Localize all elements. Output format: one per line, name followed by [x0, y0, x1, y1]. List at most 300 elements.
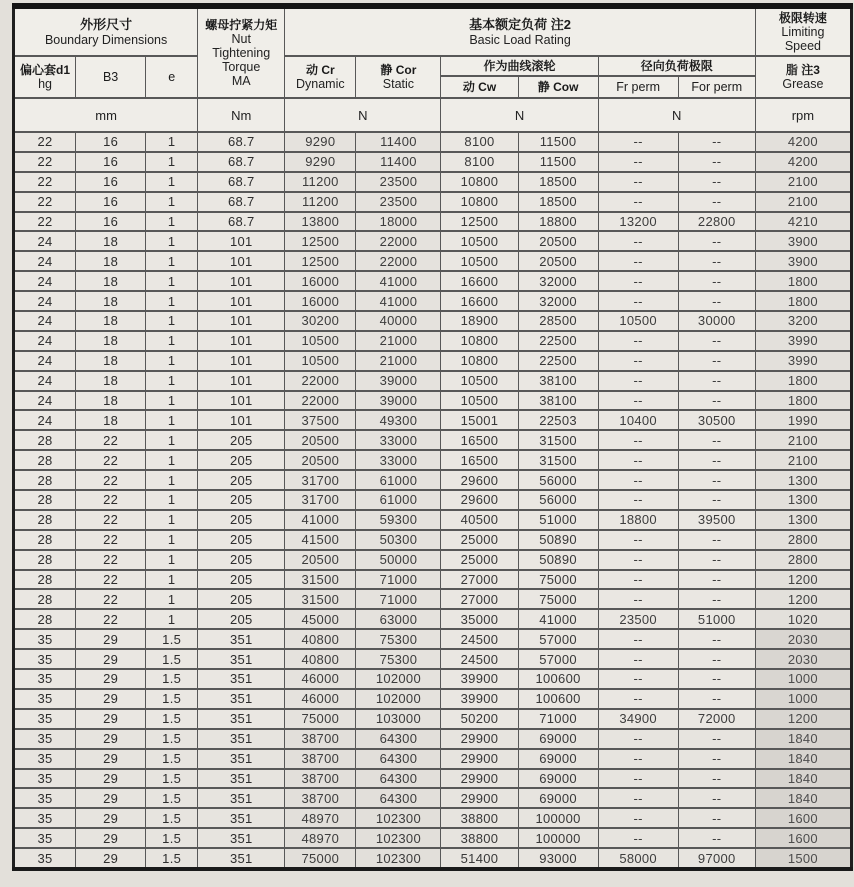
- table-cell: 1: [146, 470, 198, 490]
- table-cell: 18500: [518, 172, 598, 192]
- table-cell: 1: [146, 231, 198, 251]
- table-cell: --: [678, 231, 755, 251]
- table-cell: 18: [76, 251, 146, 271]
- table-cell: 24: [14, 271, 76, 291]
- table-cell: 68.7: [198, 192, 285, 212]
- table-cell: --: [678, 192, 755, 212]
- table-cell: 22000: [285, 391, 356, 411]
- table-cell: 28: [14, 510, 76, 530]
- table-cell: --: [678, 749, 755, 769]
- table-cell: --: [598, 570, 678, 590]
- table-cell: 10500: [285, 331, 356, 351]
- table-cell: 205: [198, 470, 285, 490]
- table-cell: 2100: [755, 172, 851, 192]
- table-cell: 51000: [678, 609, 755, 629]
- table-cell: 2100: [755, 192, 851, 212]
- table-row: [14, 589, 852, 609]
- table-cell: 16: [76, 132, 146, 152]
- header-grease-zh: 脂 注3: [785, 62, 820, 77]
- table-cell: 2800: [755, 550, 851, 570]
- table-row: [14, 470, 852, 490]
- table-cell: 102300: [356, 808, 441, 828]
- table-cell: 11400: [356, 152, 441, 172]
- table-cell: 38100: [518, 391, 598, 411]
- table-cell: 1: [146, 530, 198, 550]
- table-cell: 1: [146, 251, 198, 271]
- table-cell: 24: [14, 291, 76, 311]
- table-cell: 22: [76, 550, 146, 570]
- table-cell: 29: [76, 669, 146, 689]
- table-cell: --: [678, 271, 755, 291]
- table-cell: --: [598, 450, 678, 470]
- table-cell: --: [598, 331, 678, 351]
- table-cell: 101: [198, 371, 285, 391]
- table-cell: 28: [14, 430, 76, 450]
- table-cell: 1: [146, 291, 198, 311]
- table-cell: 69000: [518, 769, 598, 789]
- table-cell: 69000: [518, 788, 598, 808]
- header-boundary-en: Boundary Dimensions: [44, 32, 168, 47]
- table-cell: 1: [146, 410, 198, 430]
- table-cell: 1: [146, 570, 198, 590]
- table-cell: 38700: [285, 788, 356, 808]
- table-cell: 205: [198, 530, 285, 550]
- table-cell: --: [678, 132, 755, 152]
- header-limiting-speed: [755, 6, 851, 56]
- table-cell: 100600: [518, 669, 598, 689]
- table-cell: 4200: [755, 152, 851, 172]
- table-cell: 22: [76, 609, 146, 629]
- table-cell: 1: [146, 450, 198, 470]
- table-cell: 103000: [356, 709, 441, 729]
- table-cell: 9290: [285, 132, 356, 152]
- table-cell: 102000: [356, 669, 441, 689]
- table-cell: 351: [198, 749, 285, 769]
- table-cell: 2800: [755, 530, 851, 550]
- table-cell: 18: [76, 391, 146, 411]
- table-cell: --: [598, 351, 678, 371]
- table-cell: 16: [76, 192, 146, 212]
- table-cell: 16600: [441, 271, 518, 291]
- table-cell: 35: [14, 848, 76, 869]
- table-row: [14, 371, 852, 391]
- table-cell: 351: [198, 709, 285, 729]
- table-cell: 29900: [441, 788, 518, 808]
- table-cell: 16: [76, 152, 146, 172]
- table-cell: 18: [76, 351, 146, 371]
- table-cell: 30000: [678, 311, 755, 331]
- table-cell: 68.7: [198, 212, 285, 232]
- table-cell: 68.7: [198, 132, 285, 152]
- table-cell: 20500: [285, 430, 356, 450]
- table-cell: 4200: [755, 132, 851, 152]
- table-cell: 8100: [441, 132, 518, 152]
- table-cell: 351: [198, 669, 285, 689]
- header-fr-perm: [598, 76, 678, 98]
- table-cell: --: [598, 788, 678, 808]
- table-cell: 1.5: [146, 828, 198, 848]
- table-cell: 1: [146, 212, 198, 232]
- table-cell: 31500: [518, 450, 598, 470]
- table-cell: 101: [198, 231, 285, 251]
- table-cell: 11200: [285, 192, 356, 212]
- table-cell: 56000: [518, 490, 598, 510]
- table-cell: 35000: [441, 609, 518, 629]
- table-cell: --: [598, 231, 678, 251]
- table-cell: 34900: [598, 709, 678, 729]
- table-cell: --: [598, 808, 678, 828]
- table-cell: 15001: [441, 410, 518, 430]
- table-cell: 57000: [518, 629, 598, 649]
- table-cell: --: [598, 490, 678, 510]
- table-cell: 22: [14, 172, 76, 192]
- table-cell: 24: [14, 351, 76, 371]
- header-static-cow: [518, 76, 598, 98]
- table-cell: 69000: [518, 749, 598, 769]
- header-eccentric-sleeve: [14, 56, 76, 98]
- table-cell: 2030: [755, 629, 851, 649]
- table-cell: 101: [198, 351, 285, 371]
- table-cell: 1990: [755, 410, 851, 430]
- table-cell: 16500: [441, 450, 518, 470]
- table-row: [14, 689, 852, 709]
- table-cell: 28: [14, 530, 76, 550]
- table-cell: 93000: [518, 848, 598, 869]
- table-cell: 24500: [441, 629, 518, 649]
- table-cell: --: [598, 689, 678, 709]
- table-cell: 35: [14, 709, 76, 729]
- table-cell: 71000: [518, 709, 598, 729]
- table-cell: 16500: [441, 430, 518, 450]
- table-cell: --: [598, 550, 678, 570]
- unit-rpm: rpm: [755, 98, 851, 132]
- table-cell: 28: [14, 589, 76, 609]
- header-boundary-zh: 外形尺寸: [80, 17, 133, 33]
- header-cow-label: 静 Cow: [537, 79, 579, 94]
- header-fr-label: Fr perm: [616, 79, 661, 94]
- header-cor-zh: 静 Cor: [380, 62, 417, 77]
- table-cell: 48970: [285, 808, 356, 828]
- table-cell: 48970: [285, 828, 356, 848]
- table-cell: 1840: [755, 769, 851, 789]
- table-row: [14, 212, 852, 232]
- table-cell: --: [598, 470, 678, 490]
- table-cell: 23500: [356, 172, 441, 192]
- table-cell: 11500: [518, 132, 598, 152]
- table-cell: --: [598, 192, 678, 212]
- table-cell: 3990: [755, 331, 851, 351]
- table-cell: 29: [76, 729, 146, 749]
- table-cell: 32000: [518, 291, 598, 311]
- unit-n-radial: N: [598, 98, 755, 132]
- table-cell: 38800: [441, 828, 518, 848]
- table-cell: 1.5: [146, 769, 198, 789]
- table-cell: 1: [146, 311, 198, 331]
- table-cell: 100000: [518, 828, 598, 848]
- header-cw-label: 动 Cw: [462, 79, 497, 94]
- table-cell: 39900: [441, 669, 518, 689]
- header-e-label: e: [168, 69, 176, 84]
- table-cell: 75000: [285, 709, 356, 729]
- table-cell: 35: [14, 828, 76, 848]
- table-cell: 351: [198, 769, 285, 789]
- table-cell: 46000: [285, 689, 356, 709]
- header-col1-zh: 偏心套d1: [20, 62, 71, 77]
- table-cell: 1600: [755, 828, 851, 848]
- table-cell: 22000: [356, 251, 441, 271]
- table-cell: 28: [14, 550, 76, 570]
- table-cell: 22503: [518, 410, 598, 430]
- table-cell: 41000: [518, 609, 598, 629]
- table-cell: 205: [198, 609, 285, 629]
- table-cell: 1: [146, 192, 198, 212]
- header-b3: [76, 56, 146, 98]
- table-cell: 64300: [356, 729, 441, 749]
- table-cell: 101: [198, 331, 285, 351]
- table-cell: 50890: [518, 530, 598, 550]
- table-row: [14, 410, 852, 430]
- table-cell: --: [678, 152, 755, 172]
- table-cell: 205: [198, 550, 285, 570]
- table-cell: 22: [14, 192, 76, 212]
- table-cell: 1: [146, 609, 198, 629]
- table-cell: 20500: [285, 450, 356, 470]
- table-cell: --: [598, 828, 678, 848]
- table-cell: 22500: [518, 331, 598, 351]
- table-cell: 29: [76, 828, 146, 848]
- table-cell: 29: [76, 769, 146, 789]
- header-torque-en4: MA: [231, 74, 251, 89]
- table-cell: 1200: [755, 709, 851, 729]
- table-cell: 205: [198, 510, 285, 530]
- table-cell: --: [598, 649, 678, 669]
- table-cell: 1.5: [146, 649, 198, 669]
- table-cell: 1: [146, 589, 198, 609]
- table-cell: 40000: [356, 311, 441, 331]
- table-cell: 1: [146, 172, 198, 192]
- table-cell: 10500: [285, 351, 356, 371]
- unit-nm: Nm: [198, 98, 285, 132]
- table-cell: 28: [14, 450, 76, 470]
- table-cell: 61000: [356, 490, 441, 510]
- header-speed-zh: 极限转速: [778, 10, 827, 25]
- table-cell: --: [678, 689, 755, 709]
- table-cell: 205: [198, 450, 285, 470]
- table-cell: 33000: [356, 430, 441, 450]
- table-cell: 22: [76, 530, 146, 550]
- table-row: [14, 729, 852, 749]
- table-cell: 31500: [285, 570, 356, 590]
- table-cell: 64300: [356, 769, 441, 789]
- table-cell: --: [598, 172, 678, 192]
- table-cell: 13200: [598, 212, 678, 232]
- table-cell: 20500: [518, 231, 598, 251]
- table-cell: 50000: [356, 550, 441, 570]
- table-cell: 351: [198, 788, 285, 808]
- header-boundary-dimensions: [14, 6, 198, 56]
- table-cell: 38700: [285, 769, 356, 789]
- table-cell: 58000: [598, 848, 678, 869]
- table-cell: 351: [198, 649, 285, 669]
- table-cell: 10400: [598, 410, 678, 430]
- table-cell: 1200: [755, 589, 851, 609]
- table-cell: 18800: [518, 212, 598, 232]
- header-dynamic-cr: [285, 56, 356, 98]
- table-cell: 10800: [441, 192, 518, 212]
- table-row: [14, 709, 852, 729]
- table-cell: 22: [14, 152, 76, 172]
- table-cell: 68.7: [198, 172, 285, 192]
- unit-n-roller: N: [441, 98, 598, 132]
- table-cell: 1800: [755, 371, 851, 391]
- table-cell: 1840: [755, 729, 851, 749]
- table-cell: --: [678, 649, 755, 669]
- table-cell: 31500: [285, 589, 356, 609]
- table-cell: 71000: [356, 570, 441, 590]
- table-row: [14, 788, 852, 808]
- table-cell: 23500: [356, 192, 441, 212]
- header-b3-label: B3: [102, 69, 119, 84]
- table-cell: --: [678, 828, 755, 848]
- table-cell: 41000: [356, 271, 441, 291]
- table-cell: 1800: [755, 391, 851, 411]
- table-cell: 1: [146, 550, 198, 570]
- table-cell: 18: [76, 291, 146, 311]
- table-cell: 40500: [441, 510, 518, 530]
- table-cell: 1020: [755, 609, 851, 629]
- table-cell: --: [678, 291, 755, 311]
- header-load-en: Basic Load Rating: [469, 32, 571, 47]
- table-cell: 101: [198, 251, 285, 271]
- table-cell: 61000: [356, 470, 441, 490]
- table-cell: 1: [146, 331, 198, 351]
- table-cell: 10500: [441, 371, 518, 391]
- table-cell: 18: [76, 231, 146, 251]
- table-row: [14, 490, 852, 510]
- table-cell: 59300: [356, 510, 441, 530]
- table-cell: 25000: [441, 530, 518, 550]
- table-row: [14, 311, 852, 331]
- table-cell: 101: [198, 271, 285, 291]
- table-cell: 1.5: [146, 808, 198, 828]
- table-row: [14, 450, 852, 470]
- table-cell: 18: [76, 331, 146, 351]
- table-cell: 29: [76, 808, 146, 828]
- table-cell: 11400: [356, 132, 441, 152]
- table-cell: 1500: [755, 848, 851, 869]
- table-row: [14, 649, 852, 669]
- table-cell: 8100: [441, 152, 518, 172]
- table-cell: --: [678, 450, 755, 470]
- table-cell: --: [678, 172, 755, 192]
- table-cell: --: [598, 589, 678, 609]
- table-cell: 35: [14, 689, 76, 709]
- table-cell: 40800: [285, 649, 356, 669]
- table-cell: 16000: [285, 291, 356, 311]
- header-roller-label: 作为曲线滚轮: [483, 58, 556, 73]
- table-cell: 35: [14, 729, 76, 749]
- table-cell: 21000: [356, 351, 441, 371]
- table-row: [14, 828, 852, 848]
- table-row: [14, 530, 852, 550]
- header-speed-en2: Speed: [784, 39, 821, 54]
- table-cell: 23500: [598, 609, 678, 629]
- table-row: [14, 172, 852, 192]
- table-cell: --: [678, 570, 755, 590]
- table-cell: 63000: [356, 609, 441, 629]
- table-row: [14, 271, 852, 291]
- table-cell: 1800: [755, 291, 851, 311]
- unit-n-load: N: [285, 98, 441, 132]
- table-cell: 13800: [285, 212, 356, 232]
- table-cell: 1: [146, 132, 198, 152]
- table-cell: 29900: [441, 769, 518, 789]
- table-cell: 28: [14, 570, 76, 590]
- table-cell: --: [598, 749, 678, 769]
- table-cell: 51000: [518, 510, 598, 530]
- table-cell: --: [678, 430, 755, 450]
- table-cell: --: [678, 331, 755, 351]
- table-cell: 24: [14, 231, 76, 251]
- table-cell: --: [678, 669, 755, 689]
- header-radial-load-limit-group: [598, 56, 755, 76]
- table-cell: 1300: [755, 470, 851, 490]
- table-cell: 57000: [518, 649, 598, 669]
- table-cell: 39500: [678, 510, 755, 530]
- table-cell: 205: [198, 490, 285, 510]
- table-cell: 33000: [356, 450, 441, 470]
- table-cell: 11200: [285, 172, 356, 192]
- table-cell: 1: [146, 430, 198, 450]
- table-cell: 351: [198, 629, 285, 649]
- table-cell: 1: [146, 271, 198, 291]
- table-cell: 9290: [285, 152, 356, 172]
- table-cell: 35: [14, 788, 76, 808]
- table-cell: 18500: [518, 192, 598, 212]
- table-cell: 32000: [518, 271, 598, 291]
- table-cell: 49300: [356, 410, 441, 430]
- table-cell: 69000: [518, 729, 598, 749]
- header-grease: [755, 56, 851, 98]
- table-cell: 31700: [285, 470, 356, 490]
- table-cell: 1: [146, 391, 198, 411]
- table-cell: 39000: [356, 391, 441, 411]
- table-cell: 22: [76, 430, 146, 450]
- table-cell: 102000: [356, 689, 441, 709]
- table-row: [14, 669, 852, 689]
- table-cell: 16: [76, 172, 146, 192]
- table-cell: --: [678, 391, 755, 411]
- table-cell: 25000: [441, 550, 518, 570]
- table-cell: --: [598, 371, 678, 391]
- table-cell: 101: [198, 410, 285, 430]
- table-cell: 24: [14, 251, 76, 271]
- header-dynamic-cw: [441, 76, 518, 98]
- table-row: [14, 570, 852, 590]
- table-cell: --: [678, 470, 755, 490]
- table-cell: --: [598, 251, 678, 271]
- table-cell: 38700: [285, 749, 356, 769]
- table-cell: 38800: [441, 808, 518, 828]
- table-row: [14, 231, 852, 251]
- table-row: [14, 609, 852, 629]
- table-cell: 29900: [441, 749, 518, 769]
- table-cell: 2030: [755, 649, 851, 669]
- table-cell: 10800: [441, 172, 518, 192]
- table-cell: 75300: [356, 629, 441, 649]
- table-cell: --: [598, 669, 678, 689]
- table-cell: 2100: [755, 430, 851, 450]
